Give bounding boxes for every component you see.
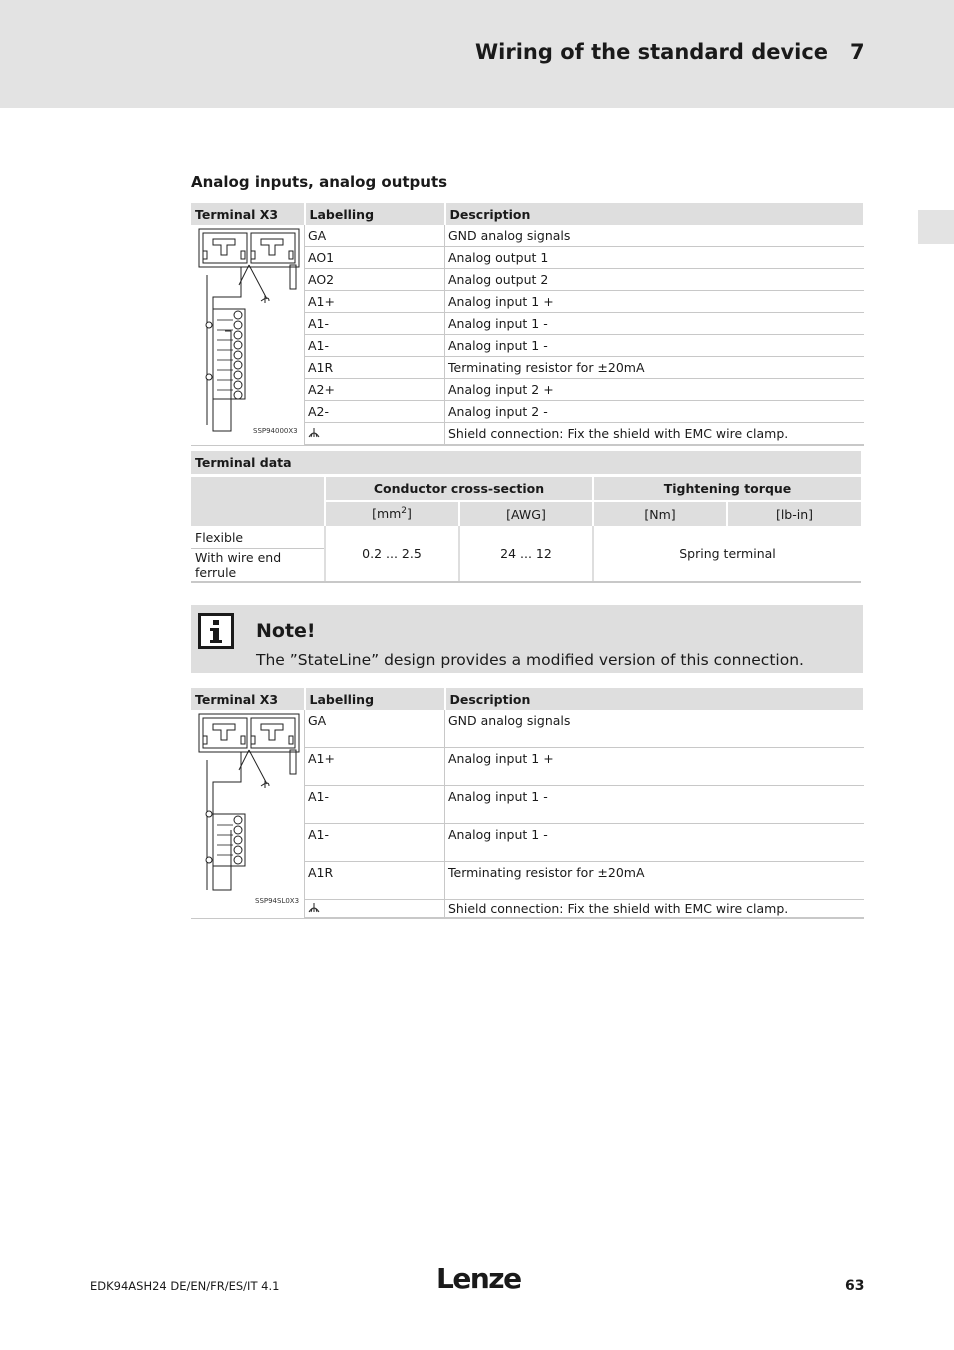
awg-value: 24 ... 12 (459, 526, 593, 582)
label-cell (305, 423, 445, 446)
label-cell: GA (305, 225, 445, 247)
label-cell: A1- (305, 824, 445, 862)
row-ferrule: With wire end ferrule (191, 549, 325, 583)
terminal-diagram-cell (191, 225, 305, 445)
col-description: Description (445, 203, 864, 225)
footer-doc-id: EDK94ASH24 DE/EN/FR/ES/IT 4.1 (90, 1279, 280, 1293)
desc-cell: Analog input 2 - (445, 401, 864, 423)
unit-nm: [Nm] (593, 501, 727, 526)
label-cell: A1R (305, 862, 445, 900)
terminal-x3-stateline-table (191, 688, 865, 919)
label-cell (305, 900, 445, 919)
col-labelling: Labelling (305, 688, 445, 710)
desc-cell: Terminating resistor for ±20mA (445, 862, 864, 900)
note-title: Note! (256, 620, 316, 642)
lenze-logo: Lenze (436, 1262, 521, 1295)
terminal-diagram-cell (191, 710, 305, 918)
blank-header (191, 476, 325, 527)
desc-cell: GND analog signals (445, 225, 864, 247)
terminal-x3-table (191, 203, 865, 446)
torque-header: Tightening torque (593, 476, 861, 502)
diagram-label: SSP94SL0X3 (255, 897, 300, 905)
desc-cell: Analog input 1 - (445, 824, 864, 862)
terminal-diagram (191, 225, 304, 437)
label-cell: AO1 (305, 247, 445, 269)
label-cell: GA (305, 710, 445, 748)
unit-mm2: $[mm^2]$ (325, 501, 459, 526)
page-title: Wiring of the standard device (475, 40, 829, 64)
desc-cell: Analog output 2 (445, 269, 864, 291)
terminal-data-title: Terminal data (191, 451, 861, 476)
note-box (191, 605, 863, 673)
desc-cell: Terminating resistor for ±20mA (445, 357, 864, 379)
shield-ground-icon (308, 428, 320, 438)
desc-cell: Shield connection: Fix the shield with EMC wire clamp. (445, 423, 864, 446)
desc-cell: Analog output 1 (445, 247, 864, 269)
label-cell: A1- (305, 313, 445, 335)
mm2-value: 0.2 ... 2.5 (325, 526, 459, 582)
section-title: Analog inputs, analog outputs (191, 173, 448, 191)
unit-awg: [AWG] (459, 501, 593, 526)
col-description: Description (445, 688, 864, 710)
col-terminal: Terminal X3 (191, 688, 305, 710)
desc-cell: Analog input 2 + (445, 379, 864, 401)
terminal-data-table (191, 451, 861, 583)
label-cell: A1+ (305, 748, 445, 786)
side-tab (918, 210, 954, 244)
label-cell: A2+ (305, 379, 445, 401)
desc-cell: Shield connection: Fix the shield with EMC wire clamp. (445, 900, 864, 919)
shield-ground-icon (308, 903, 320, 913)
page-number: 63 (845, 1278, 865, 1294)
note-text: The ”StateLine” design provides a modified version of this connection. (256, 651, 804, 669)
diagram-label: SSP94000X3 (253, 427, 298, 435)
info-icon (198, 613, 234, 649)
desc-cell: GND analog signals (445, 710, 864, 748)
desc-cell: Analog input 1 + (445, 291, 864, 313)
col-terminal: Terminal X3 (191, 203, 305, 225)
conductor-header: Conductor cross-section (325, 476, 593, 502)
col-labelling: Labelling (305, 203, 445, 225)
desc-cell: Analog input 1 + (445, 748, 864, 786)
row-flexible: Flexible (191, 526, 325, 549)
desc-cell: Analog input 1 - (445, 313, 864, 335)
label-cell: A1R (305, 357, 445, 379)
torque-value: Spring terminal (593, 526, 861, 582)
label-cell: A2- (305, 401, 445, 423)
label-cell: A1+ (305, 291, 445, 313)
chapter-number: 7 (850, 40, 865, 64)
label-cell: A1- (305, 335, 445, 357)
desc-cell: Analog input 1 - (445, 786, 864, 824)
terminal-diagram (191, 710, 304, 910)
unit-lbin: [lb-in] (727, 501, 861, 526)
desc-cell: Analog input 1 - (445, 335, 864, 357)
label-cell: AO2 (305, 269, 445, 291)
label-cell: A1- (305, 786, 445, 824)
